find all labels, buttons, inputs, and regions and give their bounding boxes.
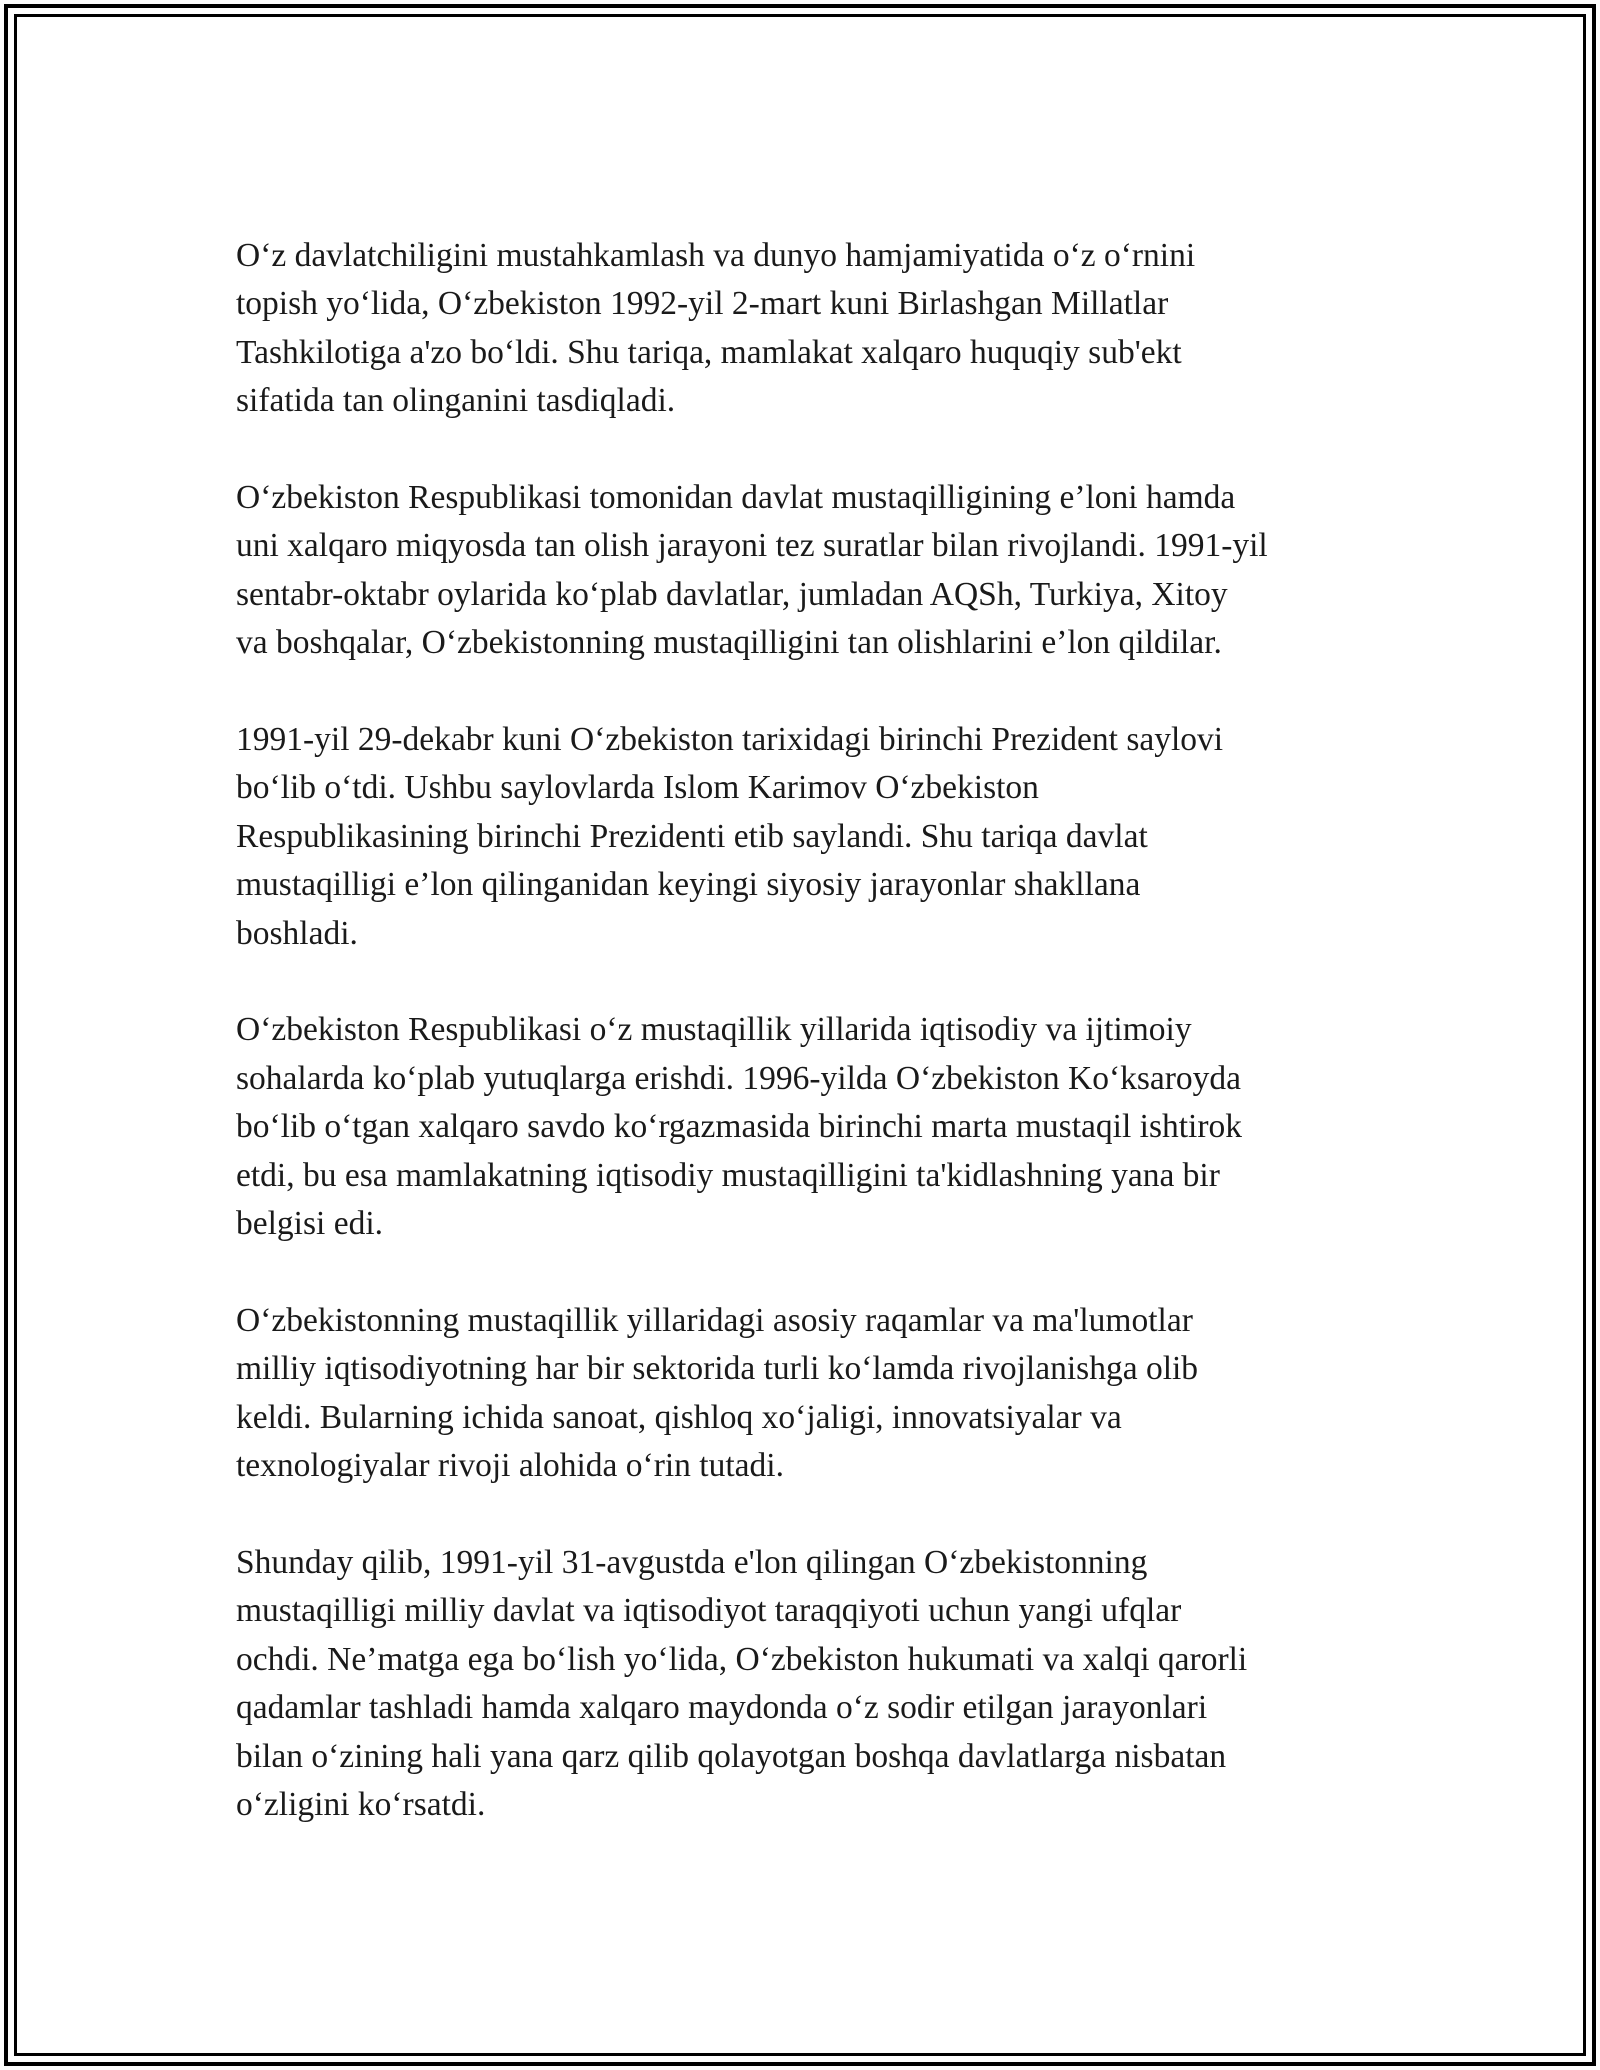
paragraph-3 [236,716,1386,958]
document-body [236,232,1386,1878]
text-line: etdi, bu esa mamlakatning iqtisodiy mustaqilligini ta'kidlashning yana bir [236,1156,1220,1194]
text-line: Oʻzbekiston Respublikasi oʻz mustaqillik yillarida iqtisodiy va ijtimoiy [236,1011,1192,1049]
text-line: uni xalqaro miqyosda tan olish jarayoni tez suratlar bilan rivojlandi. 1991-yil [236,527,1268,565]
text-line: va boshqalar, Oʻzbekistonning mustaqilligini tan olishlarini e’lon qildilar. [236,624,1222,662]
text-line: keldi. Bularning ichida sanoat, qishloq xoʻjaligi, innovatsiyalar va [236,1398,1122,1436]
text-line: Respublikasining birinchi Prezidenti etib saylandi. Shu tariqa davlat [236,817,1148,855]
text-line: oʻzligini koʻrsatdi. [236,1785,486,1823]
text-line: 1991-yil 29-dekabr kuni Oʻzbekiston tarixidagi birinchi Prezident saylovi [236,721,1224,759]
paragraph-2 [236,474,1386,668]
text-line: milliy iqtisodiyotning har bir sektorida turli koʻlamda rivojlanishga olib [236,1350,1199,1388]
paragraph-4 [236,1006,1386,1248]
text-line: ochdi. Ne’matga ega boʻlish yoʻlida, Oʻzbekiston hukumati va xalqi qarorli [236,1640,1248,1678]
text-line: mustaqilligi e’lon qilinganidan keyingi siyosiy jarayonlar shakllana [236,866,1141,904]
text-line: bilan oʻzining hali yana qarz qilib qolayotgan boshqa davlatlarga nisbatan [236,1737,1227,1775]
text-line: topish yoʻlida, Oʻzbekiston 1992-yil 2-mart kuni Birlashgan Millatlar [236,285,1169,323]
paragraph-1 [236,232,1386,426]
paragraph-5 [236,1297,1386,1491]
text-line: boʻlib oʻtdi. Ushbu saylovlarda Islom Karimov Oʻzbekiston [236,769,1039,807]
text-line: sifatida tan olinganini tasdiqladi. [236,382,676,420]
text-line: Shunday qilib, 1991-yil 31-avgustda e'lon qilingan Oʻzbekistonning [236,1543,1148,1581]
text-line: sohalarda koʻplab yutuqlarga erishdi. 1996-yilda Oʻzbekiston Koʻksaroyda [236,1059,1242,1097]
paragraph-6 [236,1539,1386,1829]
text-line: Tashkilotiga a'zo boʻldi. Shu tariqa, mamlakat xalqaro huquqiy sub'ekt [236,333,1182,371]
text-line: qadamlar tashladi hamda xalqaro maydonda oʻz sodir etilgan jarayonlari [236,1689,1208,1727]
text-line: texnologiyalar rivoji alohida oʻrin tutadi. [236,1447,784,1485]
text-line: Oʻz davlatchiligini mustahkamlash va dunyo hamjamiyatida oʻz oʻrnini [236,237,1196,274]
text-line: boshladi. [236,914,358,952]
text-line: boʻlib oʻtgan xalqaro savdo koʻrgazmasida birinchi marta mustaqil ishtirok [236,1108,1242,1146]
text-line: sentabr-oktabr oylarida koʻplab davlatlar, jumladan AQSh, Turkiya, Xitoy [236,575,1228,613]
text-line: Oʻzbekiston Respublikasi tomonidan davlat mustaqilligining e’loni hamda [236,479,1236,517]
text-line: mustaqilligi milliy davlat va iqtisodiyot taraqqiyoti uchun yangi ufqlar [236,1592,1182,1630]
text-line: Oʻzbekistonning mustaqillik yillaridagi asosiy raqamlar va ma'lumotlar [236,1301,1193,1339]
text-line: belgisi edi. [236,1205,384,1243]
